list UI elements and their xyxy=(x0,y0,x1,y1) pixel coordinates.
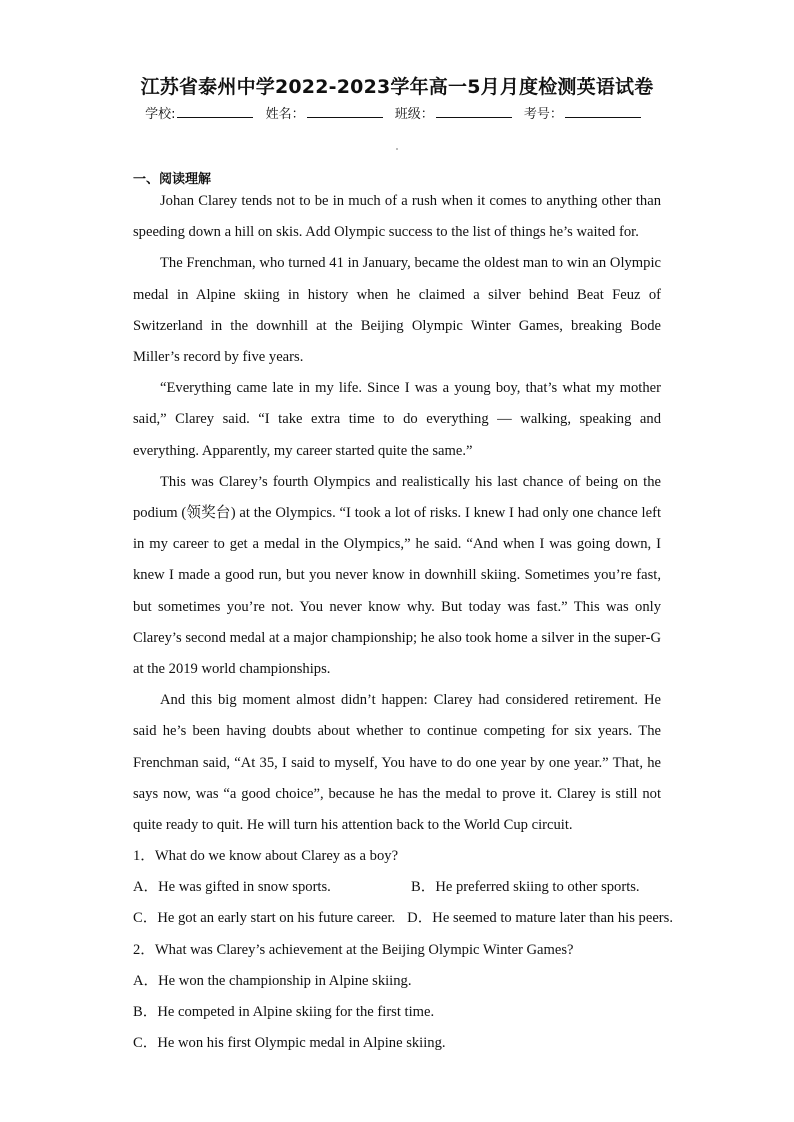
student-info-line xyxy=(0,103,794,122)
question-1-option-c: C．He got an early start on his future career. xyxy=(133,910,396,927)
passage-paragraph: This was Clarey’s fourth Olympics and realistically his last chance of being on the podium (领奖台) at the Olympics. “I took a lot of risks. I knew I had only one chance left in my career to get a medal in the Olympics,” he said. “And when I was going down, I knew I made a good run, but you never know in downhill skiing. Sometimes you’re fast, but sometimes you’re not. You never know why. But today was fast.” This was only Clarey’s second medal at a major championship; he also took home a silver in the super-G at the 2019 world championships. xyxy=(133,473,661,678)
question-2-stem: 2．What was Clarey’s achievement at the Beijing Olympic Winter Games? xyxy=(133,941,574,958)
passage-paragraph: “Everything came late in my life. Since I was a young boy, that’s what my mother said,” Clarey said. “I take extra time to do everything — walking, speaking and everything. Apparently, my career started quite the same.” xyxy=(133,380,661,459)
exam-number-label: 考号： xyxy=(523,107,563,122)
exam-number-blank xyxy=(565,106,641,118)
name-blank xyxy=(307,106,383,118)
question-1-option-b: B．He preferred skiing to other sports. xyxy=(411,879,640,896)
decorative-dot xyxy=(396,148,398,150)
question-2-option-c: C．He won his first Olympic medal in Alpine skiing. xyxy=(133,1035,446,1052)
passage-paragraph: And this big moment almost didn’t happen: Clarey had considered retirement. He said he’s been having doubts about whether to continue competing for six years. The Frenchman said, “At 35, I said to myself, You have to do one year by one year.” That, he says now, was “a good choice”, because he has the medal to prove it. Clarey is still not quite ready to quit. He will turn his attention back to the World Cup circuit. xyxy=(133,692,661,834)
school-blank xyxy=(177,106,253,118)
question-1-stem: 1．What do we know about Clarey as a boy? xyxy=(133,848,399,864)
passage-paragraph: The Frenchman, who turned 41 in January, became the oldest man to win an Olympic medal in Alpine skiing in history when he claimed a silver behind Beat Feuz of Switzerland in the downhill at the Beijing Olympic Winter Games, breaking Bode Miller’s record by five years. xyxy=(133,255,661,366)
name-label: 姓名： xyxy=(265,107,305,122)
class-label: 班级： xyxy=(394,107,434,122)
question-2-option-b: B．He competed in Alpine skiing for the first time. xyxy=(133,1004,435,1021)
question-1-option-d: D．He seemed to mature later than his peers. xyxy=(407,910,673,927)
exam-title: 江苏省泰州中学2022-2023学年高一5月月度检测英语试卷 xyxy=(140,76,654,98)
school-label: 学校: xyxy=(145,107,176,122)
question-2-option-a: A．He won the championship in Alpine skiing. xyxy=(133,972,412,989)
question-list xyxy=(133,841,673,1059)
section-title: 一、阅读理解 xyxy=(133,172,212,187)
passage-paragraph: Johan Clarey tends not to be in much of a rush when it comes to anything other than speeding down a hill on skis. Add Olympic success to the list of things he’s waited for. xyxy=(133,193,661,241)
question-1-options-row-1 xyxy=(133,872,673,903)
question-1-option-a: A．He was gifted in snow sports. xyxy=(133,879,331,896)
class-blank xyxy=(436,106,512,118)
reading-passage xyxy=(133,186,661,841)
question-1-options-row-2 xyxy=(133,903,673,934)
